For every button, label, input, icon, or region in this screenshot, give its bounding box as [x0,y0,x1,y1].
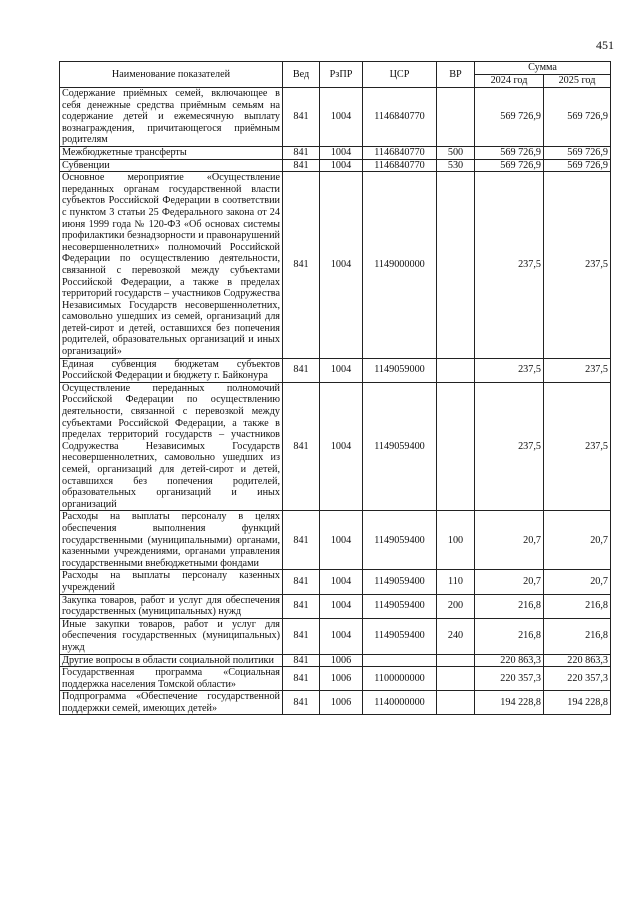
row-csr [363,654,437,667]
row-amount-2025: 237,5 [544,382,611,511]
header-vr: ВР [437,62,475,88]
table-row [60,594,611,618]
row-ved: 841 [283,159,320,172]
row-amount-2024: 216,8 [475,618,544,654]
row-amount-2025: 237,5 [544,172,611,359]
row-ved: 841 [283,172,320,359]
row-csr: 1149059400 [363,382,437,511]
row-csr: 1149059000 [363,358,437,382]
row-csr: 1149000000 [363,172,437,359]
row-csr: 1149059400 [363,511,437,570]
table-row [60,172,611,359]
row-amount-2025: 237,5 [544,358,611,382]
row-amount-2024: 194 228,8 [475,691,544,715]
row-amount-2025: 216,8 [544,594,611,618]
header-rzpr: РзПР [320,62,363,88]
row-amount-2025: 569 726,9 [544,159,611,172]
table-row [60,511,611,570]
row-amount-2025: 220 357,3 [544,667,611,691]
row-name: Содержание приёмных семей, включающее в себя денежные средства приёмным семьям на содержание детей и ежемесячную выплату вознаграждения, причитающегося приёмным родителям [60,88,283,147]
row-amount-2025: 220 863,3 [544,654,611,667]
row-vr: 500 [437,146,475,159]
table-row [60,667,611,691]
page-number: 451 [596,38,614,52]
row-vr: 100 [437,511,475,570]
row-vr [437,172,475,359]
header-sum: Сумма [475,62,611,75]
row-ved: 841 [283,667,320,691]
row-vr: 530 [437,159,475,172]
row-vr [437,654,475,667]
row-csr: 1149059400 [363,570,437,594]
row-name: Расходы на выплаты персоналу казенных учреждений [60,570,283,594]
row-rzpr: 1004 [320,594,363,618]
budget-table [59,61,611,715]
row-ved: 841 [283,654,320,667]
row-vr [437,382,475,511]
row-ved: 841 [283,691,320,715]
row-name: Межбюджетные трансферты [60,146,283,159]
row-amount-2024: 237,5 [475,382,544,511]
row-csr: 1149059400 [363,618,437,654]
row-ved: 841 [283,88,320,147]
table-row [60,382,611,511]
table-row [60,618,611,654]
row-amount-2024: 569 726,9 [475,146,544,159]
table-row [60,358,611,382]
row-name: Закупка товаров, работ и услуг для обеспечения государственных (муниципальных) нужд [60,594,283,618]
row-amount-2024: 237,5 [475,172,544,359]
row-rzpr: 1004 [320,382,363,511]
table-row [60,570,611,594]
row-vr: 200 [437,594,475,618]
header-name: Наименование показателей [60,62,283,88]
row-rzpr: 1006 [320,691,363,715]
row-vr [437,358,475,382]
row-rzpr: 1004 [320,172,363,359]
row-vr [437,88,475,147]
row-rzpr: 1006 [320,654,363,667]
row-vr: 240 [437,618,475,654]
row-amount-2025: 194 228,8 [544,691,611,715]
row-amount-2025: 20,7 [544,511,611,570]
row-ved: 841 [283,570,320,594]
row-name: Расходы на выплаты персоналу в целях обеспечения выполнения функций государственными (муниципальными) органами, казенными учреждениями, органами управления государственными внебюджетными фондами [60,511,283,570]
row-ved: 841 [283,358,320,382]
row-rzpr: 1004 [320,618,363,654]
row-name: Иные закупки товаров, работ и услуг для обеспечения государственных (муниципальных) нужд [60,618,283,654]
row-vr [437,667,475,691]
row-name: Основное мероприятие «Осуществление переданных органам государственной власти субъектов Российской Федерации в соответствии с пунктом 3 статьи 25 Федерального закона от 24 июня 1999 года № 120-ФЗ «Об основах системы профилактики безнадзорности и правонарушений несовершеннолетних» полномочий Российской Федерации по осуществлению деятельности, связанной с перевозкой между субъектами Российской Федерации, а также в пределах территорий государств – участников Содружества Независимых Государств несовершеннолетних, самовольно ушедших из семей, организаций для детей-сирот и детей, оставшихся без попечения родителей, образовательных организаций и иных организаций» [60,172,283,359]
table-row [60,159,611,172]
row-amount-2024: 237,5 [475,358,544,382]
row-rzpr: 1004 [320,570,363,594]
row-csr: 1100000000 [363,667,437,691]
row-rzpr: 1004 [320,88,363,147]
row-vr: 110 [437,570,475,594]
header-csr: ЦСР [363,62,437,88]
row-name: Подпрограмма «Обеспечение государственной поддержки семей, имеющих детей» [60,691,283,715]
row-ved: 841 [283,146,320,159]
row-amount-2024: 220 357,3 [475,667,544,691]
row-name: Государственная программа «Социальная поддержка населения Томской области» [60,667,283,691]
table-row [60,88,611,147]
row-csr: 1140000000 [363,691,437,715]
row-name: Осуществление переданных полномочий Российской Федерации по осуществлению деятельности, связанной с перевозкой между субъектами Российской Федерации, а также в пределах территорий государств – участников Содружества Независимых Государств несовершеннолетних, самовольно ушедших из семей, организаций для детей-сирот и детей, оставшихся без попечения родителей, образовательных организаций и иных организаций [60,382,283,511]
row-name: Единая субвенция бюджетам субъектов Российской Федерации и бюджету г. Байконура [60,358,283,382]
header-2024: 2024 год [475,75,544,88]
row-rzpr: 1004 [320,159,363,172]
table-body [60,88,611,715]
row-name: Другие вопросы в области социальной политики [60,654,283,667]
row-rzpr: 1006 [320,667,363,691]
row-ved: 841 [283,382,320,511]
row-rzpr: 1004 [320,511,363,570]
row-amount-2025: 20,7 [544,570,611,594]
row-csr: 1149059400 [363,594,437,618]
row-amount-2024: 569 726,9 [475,88,544,147]
row-csr: 1146840770 [363,159,437,172]
row-csr: 1146840770 [363,88,437,147]
row-amount-2024: 216,8 [475,594,544,618]
table-row [60,654,611,667]
row-amount-2024: 220 863,3 [475,654,544,667]
row-ved: 841 [283,594,320,618]
table-row [60,691,611,715]
row-ved: 841 [283,618,320,654]
row-amount-2024: 20,7 [475,511,544,570]
row-amount-2025: 569 726,9 [544,88,611,147]
row-ved: 841 [283,511,320,570]
header-2025: 2025 год [544,75,611,88]
row-csr: 1146840770 [363,146,437,159]
row-amount-2024: 20,7 [475,570,544,594]
row-vr [437,691,475,715]
row-amount-2025: 569 726,9 [544,146,611,159]
header-ved: Вед [283,62,320,88]
row-amount-2024: 569 726,9 [475,159,544,172]
row-name: Субвенции [60,159,283,172]
row-rzpr: 1004 [320,358,363,382]
row-amount-2025: 216,8 [544,618,611,654]
row-rzpr: 1004 [320,146,363,159]
table-row [60,146,611,159]
